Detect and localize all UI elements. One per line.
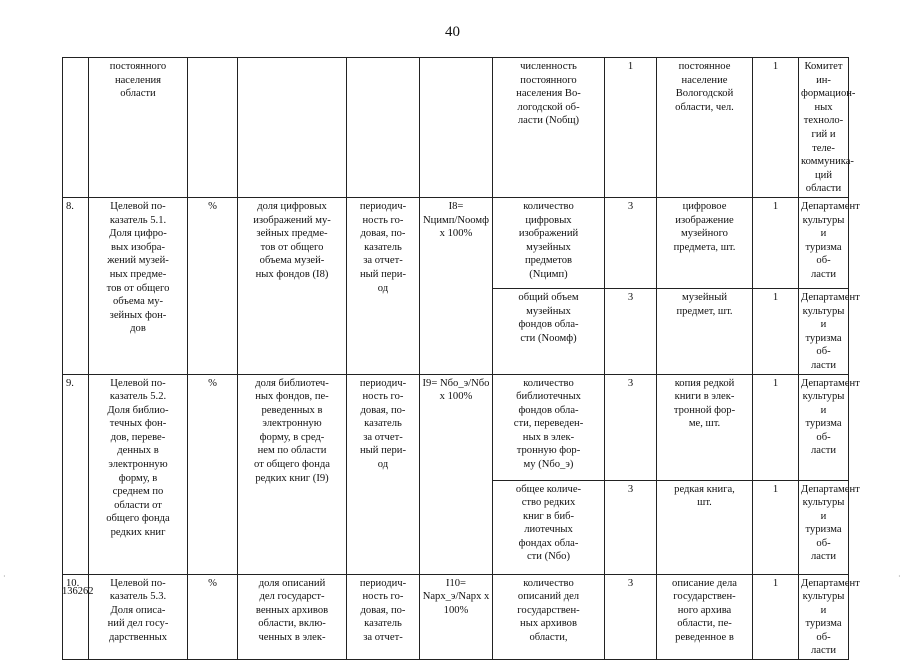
component-description: общее количе- ство редких книг в биб- лиотечных фондах обла- сти (Nбо) [493, 480, 605, 574]
unit-cell [188, 58, 238, 198]
collection-method: 3 [605, 288, 657, 374]
scan-mark: · [3, 572, 6, 581]
indicator-name: Целевой по- казатель 5.1. Доля цифро- вых изобра- жений музей- ных предме- тов от общего объема му- зейных фон- дов [89, 197, 188, 374]
formula-cell: I8= Nцимп/Nоомф х 100% [420, 197, 493, 374]
unit-cell: % [188, 197, 238, 374]
unit-cell: % [188, 374, 238, 574]
definition-cell: доля цифровых изображений му- зейных предме- тов от общего объема музей- ных фондов (I8) [238, 197, 347, 374]
formula-cell: I10= Nарх_э/Nарх х 100% [420, 574, 493, 660]
coverage-method: 1 [753, 197, 799, 288]
component-description: численность постоянного населения Во- логодской об- ласти (Nобщ) [493, 58, 605, 198]
table-row [63, 374, 849, 480]
observation-unit: музейный предмет, шт. [657, 288, 753, 374]
page-number: 40 [445, 24, 460, 40]
table-row [63, 574, 849, 660]
collection-method: 3 [605, 574, 657, 660]
collection-method: 3 [605, 480, 657, 574]
indicator-table [62, 57, 860, 660]
indicator-name: постоянного населения области [89, 58, 188, 198]
periodicity-cell [347, 58, 420, 198]
row-number: 10. [63, 574, 89, 660]
responsible-body: Департамент культуры и туризма об- ласти [799, 197, 849, 288]
coverage-method: 1 [753, 574, 799, 660]
definition-cell: доля описаний дел государст- венных архивов области, вклю- ченных в элек- [238, 574, 347, 660]
collection-method: 3 [605, 197, 657, 288]
collection-method: 3 [605, 374, 657, 480]
table-row [63, 197, 849, 288]
responsible-body: Департамент культуры и туризма об- ласти [799, 288, 849, 374]
observation-unit: копия редкой книги в элек- тронной фор- ме, шт. [657, 374, 753, 480]
coverage-method: 1 [753, 58, 799, 198]
table-row [63, 58, 849, 198]
scan-mark: · [898, 572, 901, 581]
unit-cell: % [188, 574, 238, 660]
coverage-method: 1 [753, 288, 799, 374]
responsible-body: Департамент культуры и туризма об- ласти [799, 480, 849, 574]
formula-cell: I9= Nбо_э/Nбо х 100% [420, 374, 493, 574]
indicator-name: Целевой по- казатель 5.3. Доля описа- ний дел госу- дарственных [89, 574, 188, 660]
collection-method: 1 [605, 58, 657, 198]
responsible-body: Департамент культуры и туризма об- ласти [799, 374, 849, 480]
row-number: 8. [63, 197, 89, 374]
component-description: количество библиотечных фондов обла- сти, переведен- ных в элек- тронную фор- му (Nбо_э) [493, 374, 605, 480]
row-number [63, 58, 89, 198]
indicator-name: Целевой по- казатель 5.2. Доля библио- течных фон- дов, переве- денных в электронную форму, в среднем по области от общего фонда редких книг [89, 374, 188, 574]
observation-unit: описание дела государствен- ного архива области, пе- реведенное в [657, 574, 753, 660]
observation-unit: редкая книга, шт. [657, 480, 753, 574]
coverage-method: 1 [753, 480, 799, 574]
row-number: 9. [63, 374, 89, 574]
formula-cell [420, 58, 493, 198]
component-description: общий объем музейных фондов обла- сти (Nоомф) [493, 288, 605, 374]
responsible-body: Комитет ин- формацион- ных техноло- гий и теле- коммуника- ций области [799, 58, 849, 198]
periodicity-cell: периодич- ность го- довая, по- казатель за отчет- [347, 574, 420, 660]
coverage-method: 1 [753, 374, 799, 480]
definition-cell: доля библиотеч- ных фондов, пе- реведенных в электронную форму, в сред- нем по области от общего фонда редких книг (I9) [238, 374, 347, 574]
periodicity-cell: периодич- ность го- довая, по- казатель за отчет- ный пери- од [347, 197, 420, 374]
definition-cell [238, 58, 347, 198]
document-code: 136262 [62, 586, 94, 597]
observation-unit: постоянное население Вологодской области, чел. [657, 58, 753, 198]
component-description: количество описаний дел государствен- ных архивов области, [493, 574, 605, 660]
observation-unit: цифровое изображение музейного предмета, шт. [657, 197, 753, 288]
periodicity-cell: периодич- ность го- довая, по- казатель за отчет- ный пери- од [347, 374, 420, 574]
responsible-body: Департамент культуры и туризма об- ласти [799, 574, 849, 660]
component-description: количество цифровых изображений музейных предметов (Nцимп) [493, 197, 605, 288]
